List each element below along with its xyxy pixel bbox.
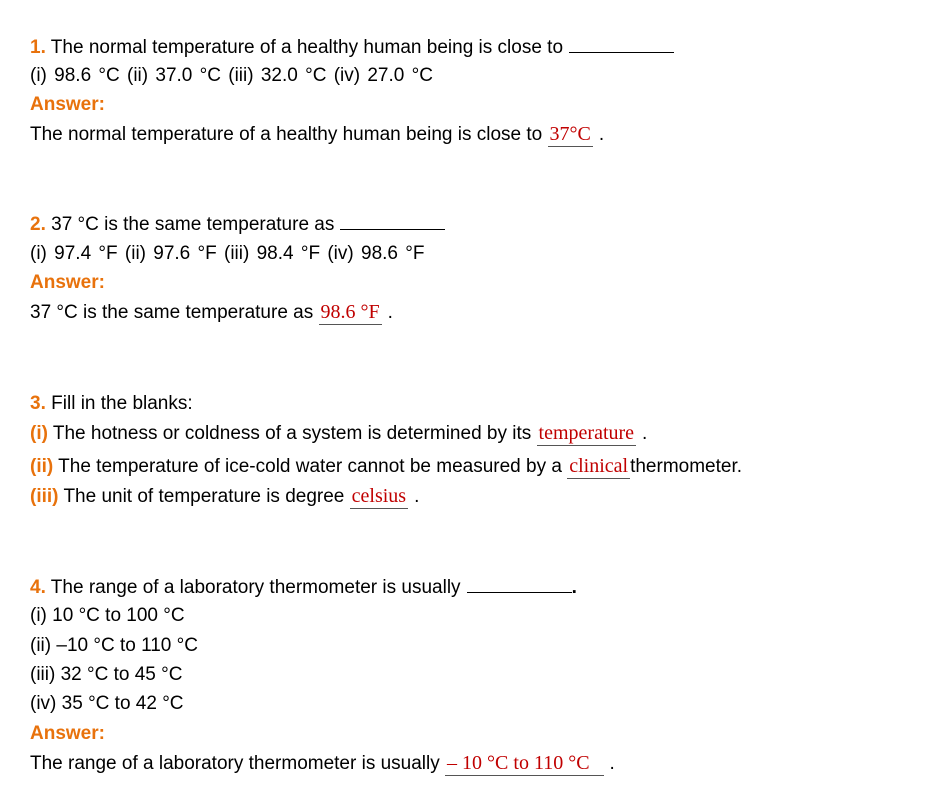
q3-part-1-prefix: The hotness or coldness of a system is determined by its — [52, 423, 532, 444]
q1-answer-suffix: . — [598, 124, 605, 145]
q4-question-suffix: . — [571, 577, 577, 598]
q3-part-2 — [30, 454, 742, 479]
q4-question-text: The range of a laboratory thermometer is usually — [50, 577, 461, 598]
q2-number: 2. — [30, 214, 46, 235]
q4-answer-suffix: . — [609, 753, 615, 774]
q1-question-text: The normal temperature of a healthy human being is close to — [50, 37, 564, 58]
q3-part-3-label: (iii) — [30, 486, 59, 507]
q2-question — [30, 211, 445, 237]
q3-question — [30, 392, 193, 416]
q3-part-2-label: (ii) — [30, 456, 54, 477]
q4-blank — [467, 574, 572, 593]
q2-answer-suffix: . — [387, 302, 393, 323]
q1-answer — [30, 122, 604, 147]
q2-blank — [340, 211, 445, 230]
q2-answer-label: Answer: — [30, 272, 105, 293]
q1-number: 1. — [30, 37, 46, 58]
q4-answer-prefix: The range of a laboratory thermometer is usually — [30, 753, 440, 774]
q3-question-text: Fill in the blanks: — [51, 393, 193, 414]
q2-answer-prefix: 37 °C is the same temperature as — [30, 302, 314, 323]
q1-answer-label: Answer: — [30, 94, 105, 115]
q1-answer-fill: 37°C — [549, 123, 591, 145]
q3-part-1 — [30, 421, 647, 446]
q4-question — [30, 574, 577, 600]
q4-answer — [30, 751, 615, 776]
q1-question — [30, 34, 674, 60]
q3-number: 3. — [30, 393, 46, 414]
q4-option-4: (iv) 35 °C to 42 °C — [30, 693, 184, 714]
q2-question-text: 37 °C is the same temperature as — [51, 214, 335, 235]
q3-part-3-suffix: . — [414, 486, 420, 507]
q3-part-1-label: (i) — [30, 423, 48, 444]
q3-part-2-suffix: thermometer. — [630, 456, 743, 477]
q2-answer — [30, 300, 393, 325]
q3-part-1-suffix: . — [642, 423, 648, 444]
q3-part-3 — [30, 484, 419, 509]
q3-part-3-prefix: The unit of temperature is degree — [63, 486, 345, 507]
q4-option-3: (iii) 32 °C to 45 °C — [30, 664, 183, 685]
q2-answer-fill: 98.6 °F — [320, 301, 380, 323]
q3-part-3-fill: celsius — [351, 485, 407, 507]
q2-options: (i) 97.4 °F (ii) 97.6 °F (iii) 98.4 °F (iv) 98.6 °F — [30, 243, 425, 264]
q3-part-2-prefix: The temperature of ice-cold water cannot be measured by a — [58, 456, 562, 477]
q4-answer-label: Answer: — [30, 723, 105, 744]
q3-part-1-fill: temperature — [538, 422, 635, 444]
q3-part-2-fill: clinical — [569, 455, 629, 477]
q1-blank — [569, 34, 674, 53]
q4-number: 4. — [30, 577, 46, 598]
q1-answer-prefix: The normal temperature of a healthy human being is close to — [30, 124, 543, 145]
q4-option-1: (i) 10 °C to 100 °C — [30, 605, 185, 626]
q4-option-2: (ii) –10 °C to 110 °C — [30, 635, 198, 656]
q1-options: (i) 98.6 °C (ii) 37.0 °C (iii) 32.0 °C (iv) 27.0 °C — [30, 65, 433, 86]
q4-answer-fill: – 10 °C to 110 °C — [445, 752, 604, 776]
